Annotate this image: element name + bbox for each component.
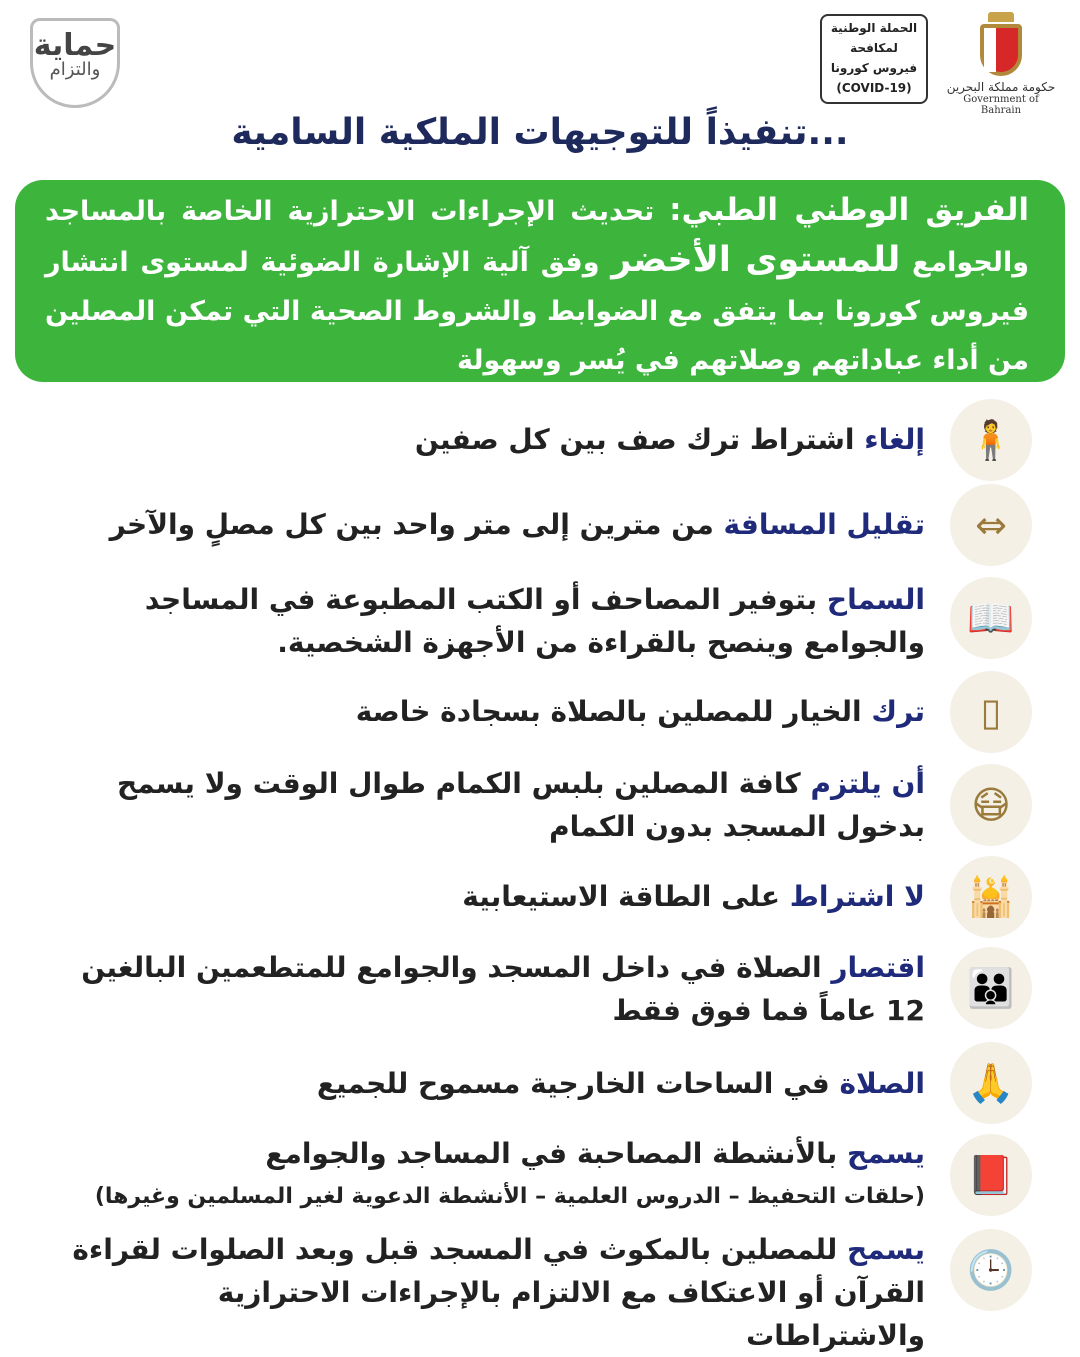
item-text: بتوفير المصاحف أو الكتب المطبوعة في المساجد والجوامع وينصح بالقراءة من الأجهزة الشخصية. bbox=[144, 583, 925, 659]
item-keyword: يسمح bbox=[847, 1137, 925, 1170]
praying-person-icon: 🙏 bbox=[950, 1042, 1032, 1124]
item-keyword: الصلاة bbox=[839, 1067, 925, 1100]
covid-campaign-box bbox=[820, 14, 928, 104]
covid-line: لمكافحة bbox=[850, 41, 898, 55]
covid-line: الحملة الوطنية bbox=[830, 21, 918, 35]
item-text: الصلاة في داخل المسجد والجوامع للمتطعمين البالغين 12 عاماً فما فوق فقط bbox=[81, 951, 925, 1027]
announcement-lead: الفريق الوطني الطبي: bbox=[669, 192, 1029, 228]
list-item bbox=[35, 875, 925, 918]
bahrain-emblem-icon bbox=[980, 24, 1022, 76]
logo-line2: والتزام bbox=[49, 59, 101, 80]
item-keyword: اقتصار bbox=[831, 951, 925, 984]
clock-icon: 🕒 bbox=[950, 1229, 1032, 1311]
item-keyword: يسمح bbox=[847, 1233, 925, 1266]
announcement-text: تحديث الإجراءات الاحترازية الخاصة بالمساجد والجوامع bbox=[45, 196, 1029, 278]
government-logo bbox=[945, 12, 1057, 116]
gov-arabic: حكومة مملكة البحرين bbox=[946, 80, 1056, 94]
item-subtext: (حلقات التحفيظ – الدروس العلمية – الأنشطة الدعوية لغير المسلمين وغيرها) bbox=[94, 1184, 925, 1209]
covid-line: (COVID-19) bbox=[836, 81, 912, 95]
item-text: للمصلين بالمكوث في المسجد قبل وبعد الصلوات لقراءة القرآن أو الاعتكاف مع الالتزام بالإجراءات الاحترازية والاشتراطات bbox=[72, 1233, 925, 1352]
list-item bbox=[35, 946, 925, 1032]
announcement-box bbox=[15, 180, 1065, 382]
list-item bbox=[35, 1062, 925, 1105]
item-text: من مترين إلى متر واحد بين كل مصلٍ والآخر bbox=[109, 508, 724, 541]
item-text: في الساحات الخارجية مسموح للجميع bbox=[316, 1067, 840, 1100]
list-item bbox=[35, 418, 925, 461]
list-item bbox=[35, 503, 925, 546]
distance-1m-icon: ⇔ bbox=[950, 484, 1032, 566]
announcement-highlight: للمستوى الأخضر bbox=[611, 240, 901, 280]
covid-line: فيروس كورونا bbox=[830, 61, 918, 75]
quran-book-icon: 📕 bbox=[950, 1134, 1032, 1216]
list-item bbox=[35, 690, 925, 733]
item-keyword: السماح bbox=[826, 583, 925, 616]
item-keyword: أن يلتزم bbox=[810, 767, 925, 800]
list-item bbox=[35, 1228, 925, 1357]
list-item bbox=[35, 762, 925, 848]
item-text: اشتراط ترك صف بين كل صفين bbox=[414, 423, 865, 456]
item-text: على الطاقة الاستيعابية bbox=[462, 880, 790, 913]
list-item bbox=[35, 578, 925, 664]
crown-icon bbox=[988, 12, 1014, 22]
campaign-logo bbox=[20, 18, 130, 113]
announcement-text: وفق آلية الإشارة الضوئية لمستوى انتشار فيروس كورونا بما يتفق مع الضوابط والشروط الصحية التي تمكن المصلين من أداء عباداتهم وصلاتهم في يُسر وسهولة bbox=[45, 247, 1029, 376]
list-item bbox=[35, 1132, 925, 1218]
item-keyword: ترك bbox=[871, 695, 925, 728]
quran-stand-icon: 📖 bbox=[950, 577, 1032, 659]
gov-english: Government of Bahrain bbox=[963, 94, 1039, 116]
item-text: الخيار للمصلين بالصلاة بسجادة خاصة bbox=[355, 695, 872, 728]
item-keyword: إلغاء bbox=[864, 423, 925, 456]
worshipper-icon: 🧍 bbox=[950, 399, 1032, 481]
logo-line1: حماية bbox=[33, 28, 117, 63]
item-text: بالأنشطة المصاحبة في المساجد والجوامع bbox=[265, 1137, 848, 1170]
item-text: كافة المصلين بلبس الكمام طوال الوقت ولا يسمح بدخول المسجد بدون الكمام bbox=[116, 767, 925, 843]
item-keyword: لا اشتراط bbox=[789, 880, 925, 913]
prayer-mat-icon: ▯ bbox=[950, 671, 1032, 753]
mosque-icon: 🕌 bbox=[950, 856, 1032, 938]
item-keyword: تقليل المسافة bbox=[723, 508, 925, 541]
page-title: تنفيذاً للتوجيهات الملكية السامية... bbox=[231, 112, 849, 153]
vaccinated-group-icon: 👪 bbox=[950, 947, 1032, 1029]
face-mask-icon: 😷 bbox=[950, 764, 1032, 846]
